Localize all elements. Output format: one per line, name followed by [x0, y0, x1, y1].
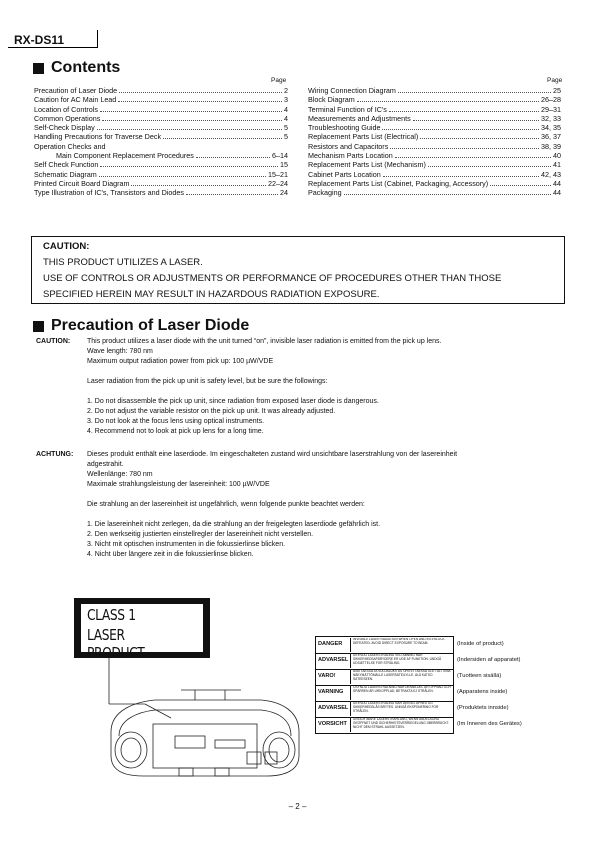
toc-entry-label: Resistors and Capacitors: [308, 141, 389, 151]
product-illustration: [95, 640, 310, 785]
warning-word: ADVARSEL: [318, 657, 349, 663]
toc-entry-label: Block Diagram: [308, 95, 355, 105]
toc-entry-label: Replacement Parts List (Mechanism): [308, 160, 426, 170]
toc-entry-page: 6–14: [272, 151, 288, 161]
caution-box-line: SPECIFIED HEREIN MAY RESULT IN HAZARDOUS RADIATION EXPOSURE.: [43, 289, 380, 300]
achtung-line: adgestrahit.: [87, 461, 124, 468]
warning-translation: (Produktets innside): [457, 705, 509, 711]
toc-entry-label: Location of Controls: [34, 104, 98, 114]
class-label-line2: LASER PRODUCT: [87, 626, 145, 662]
toc-entry-label: Operation Checks and: [34, 141, 106, 151]
model-number: RX-DS11: [14, 33, 65, 47]
toc-entry-label: Replacement Parts List (Cabinet, Packaging, Accessory): [308, 178, 489, 188]
toc-entry-page: 25: [553, 86, 561, 95]
toc-entry-page: 15: [280, 160, 288, 170]
toc-page-header-left: Page: [271, 77, 287, 84]
caution-box-heading: CAUTION:: [43, 241, 90, 252]
achtung-line: Wellenlänge: 780 nm: [87, 471, 153, 478]
caution-line: 4. Recommend not to look at pick up lens for a long time.: [87, 428, 264, 435]
warning-text: OSYNLIG LASERSTRÅLNING NÄR DENNA DEL ÄR ÖPPNAD OCH SPÄRREN ÄR URKOPPLAD. BETRAKTA EJ STRÅLEN.: [350, 686, 453, 700]
achtung-line: Die strahlung an der lasereinheit ist ungefährlich, wenn folgende punkte beachtet werden:: [87, 501, 365, 508]
toc-entry-page: 44: [553, 188, 561, 198]
warning-row: [316, 701, 453, 718]
toc-entry-page: 2: [284, 86, 288, 95]
toc-entry-label: Cabinet Parts Location: [308, 169, 381, 179]
warning-text: USYNLIG LASERSTRÅLING VED ÅBNING NÅR SIKKERHEDSAFBRYDERE ER UDE AF FUNKTION. UNDGÅ UDSÆTTELSE FOR STRÅLING.: [350, 654, 453, 668]
toc-entry-label: Printed Circuit Board Diagram: [34, 178, 130, 188]
warning-word: VARO!: [318, 673, 336, 679]
warning-text: AVATTAESSA JA SUOJALUKITUS OHITETTAESSA OLET ALTTIINA NÄKYMÄTTÖMÄLLE LASERSÄTEILYLLE. ÄLÄ KATSO SÄTEESEEN.: [350, 670, 453, 684]
left-speaker-outline: [115, 732, 147, 768]
warning-word: VARNING: [318, 689, 344, 695]
achtung-line: Dieses produkt enthält eine laserdiode. Im eingeschalteten zustand wird unsichtbare laserstrahlung von der lasereinheit: [87, 451, 458, 458]
caution-line: Laser radiation from the pick up unit is safety level, but be sure the followings:: [87, 378, 328, 385]
ac-inlet: [247, 752, 261, 764]
toc-entry-label: Schematic Diagram: [34, 169, 97, 179]
class-label-line1: CLASS 1: [87, 606, 136, 624]
toc-entry-label: Terminal Function of IC's: [308, 104, 387, 114]
connector-panel: [215, 740, 245, 748]
achtung-line: 3. Nicht mit optischen instrumenten in die fokussierlinse blicken.: [87, 541, 286, 548]
toc-entry-page: 5: [284, 132, 288, 142]
warning-translation: (Im Inneren des Gerätes): [457, 721, 522, 727]
warning-word: VORSICHT: [318, 721, 347, 727]
unit-top-curve: [119, 710, 291, 736]
toc-entry-page: 5: [284, 123, 288, 133]
achtung-label: ACHTUNG:: [36, 451, 74, 458]
foot-left: [179, 768, 193, 776]
toc-entry-label: Self-Check Display: [34, 123, 95, 133]
toc-entry-page: 40: [553, 151, 561, 161]
toc-entry-page: 29–31: [541, 104, 561, 114]
toc-entry-label: Self Check Function: [34, 160, 99, 170]
toc-entry-page: 3: [284, 95, 288, 105]
warning-text: UNSICHTBARE LASERSTRAHLUNG, WENN ABDECKUNG GEÖFFNET UND SICHERHEITSVERRIEGELUNG ÜBERBRÜCKT. NICHT DEM STRAHL AUSSETZEN.: [350, 718, 453, 732]
toc-entry-page: 4: [284, 104, 288, 114]
warning-row: [316, 653, 453, 670]
toc-entry-label: Wiring Connection Diagram: [308, 86, 396, 95]
warning-translation: (Apparatens inside): [457, 689, 508, 695]
achtung-line: 4. Nicht über längere zeit in die fokussierlinse blicken.: [87, 551, 254, 558]
toc-entry-label: Precaution of Laser Diode: [34, 86, 118, 95]
warning-word: DANGER: [318, 641, 343, 647]
toc-entry-label: Packaging: [308, 188, 342, 198]
toc-entry-page: 41: [553, 160, 561, 170]
toc-entry-label: Main Component Replacement Procedures: [56, 151, 194, 161]
caution-line: This product utilizes a laser diode with the unit turned “on”, invisible laser radiation is emitted from the pick up lens.: [87, 338, 442, 345]
toc-entry-label: Mechanism Parts Location: [308, 151, 393, 161]
toc-entry-label: Caution for AC Main Lead: [34, 95, 117, 105]
warning-word: ADVARSEL: [318, 705, 349, 711]
left-speaker-cone: [121, 738, 141, 762]
right-speaker-outline: [263, 732, 295, 768]
warning-row: [316, 685, 453, 702]
toc-entry-label: Replacement Parts List (Electrical): [308, 132, 419, 142]
warning-translation: (Tuotteen sisällä): [457, 673, 502, 679]
toc-entry-page: 32, 33: [541, 113, 561, 123]
toc-entry-page: 38, 39: [541, 141, 561, 151]
page-number: – 2 –: [288, 802, 307, 811]
caution-line: 3. Do not look at the focus lens using optical instruments.: [87, 418, 265, 425]
caution-line: 1. Do not disassemble the pick up unit, since radiation from exposed laser diode is dangerous.: [87, 398, 379, 405]
toc-entry-page: 4: [284, 113, 288, 123]
caution-box-line: USE OF CONTROLS OR ADJUSTMENTS OR PERFORMANCE OF PROCEDURES OTHER THAN THOSE: [43, 273, 502, 284]
laser-warning-label: [315, 636, 454, 734]
precaution-title: Precaution of Laser Diode: [51, 317, 250, 334]
warning-row: [316, 717, 453, 733]
warning-row: [316, 669, 453, 686]
caution-box-line: THIS PRODUCT UTILIZES A LASER.: [43, 257, 203, 268]
achtung-line: Maximale strahlungsleistung der lasereinheit: 100 µW/VDE: [87, 481, 270, 488]
achtung-line: 2. Den werkseitig justierten einstellregler der lasereinheit nicht verstellen.: [87, 531, 314, 538]
foot-right: [215, 768, 229, 776]
battery-cover: [175, 736, 205, 748]
warning-translation: (Indersiden af apparatet): [457, 657, 521, 663]
toc-entry-page: 26–28: [541, 95, 561, 105]
toc-entry-page: 15–21: [268, 169, 288, 179]
caution-line: Maximum output radiation power from pick up: 100 µW/VDE: [87, 358, 274, 365]
toc-entry-label: Type Illustration of IC's, Transistors and Diodes: [34, 188, 184, 198]
achtung-line: 1. Die lasereinheit nicht zerlegen, da die strahlung an der freigelegten laserdiode gefährlich ist.: [87, 521, 381, 528]
toc-entry-page: 42, 43: [541, 169, 561, 179]
toc-entry-page: 44: [553, 178, 561, 188]
warning-row: [316, 637, 453, 654]
toc-entry-label: Troubleshooting Guide: [308, 123, 381, 133]
caution-line: Wave length: 780 nm: [87, 348, 153, 355]
toc-entry-label: Handling Precautions for Traverse Deck: [34, 132, 162, 142]
caution-label: CAUTION:: [36, 338, 71, 345]
toc-entry-page: 24: [280, 188, 288, 198]
caution-line: 2. Do not adjust the variable resistor on the pick up unit. It was already adjusted.: [87, 408, 336, 415]
right-speaker-cone: [269, 738, 289, 762]
toc-entry-label: Measurements and Adjustments: [308, 113, 411, 123]
contents-title: Contents: [51, 59, 121, 76]
toc-entry-page: 36, 37: [541, 132, 561, 142]
toc-entry-label: Common Operations: [34, 113, 101, 123]
toc-entry-page: 22–24: [268, 178, 288, 188]
warning-text: INVISIBLE LASER RADIATION WHEN OPEN AND INTERLOCK DEFEATED. AVOID DIRECT EXPOSURE TO BEAM.: [350, 638, 453, 652]
toc-entry-page: 34, 35: [541, 123, 561, 133]
warning-translation: (Inside of product): [457, 641, 504, 647]
warning-text: USYNLIG LASERSTRÅLING NÅR DEKSEL ÅPNES OG SIKKERHEDSLÅS BRYTES. UNNGÅ EKSPONERING FOR STRÅLEN.: [350, 702, 453, 716]
toc-page-header-right: Page: [547, 77, 563, 84]
